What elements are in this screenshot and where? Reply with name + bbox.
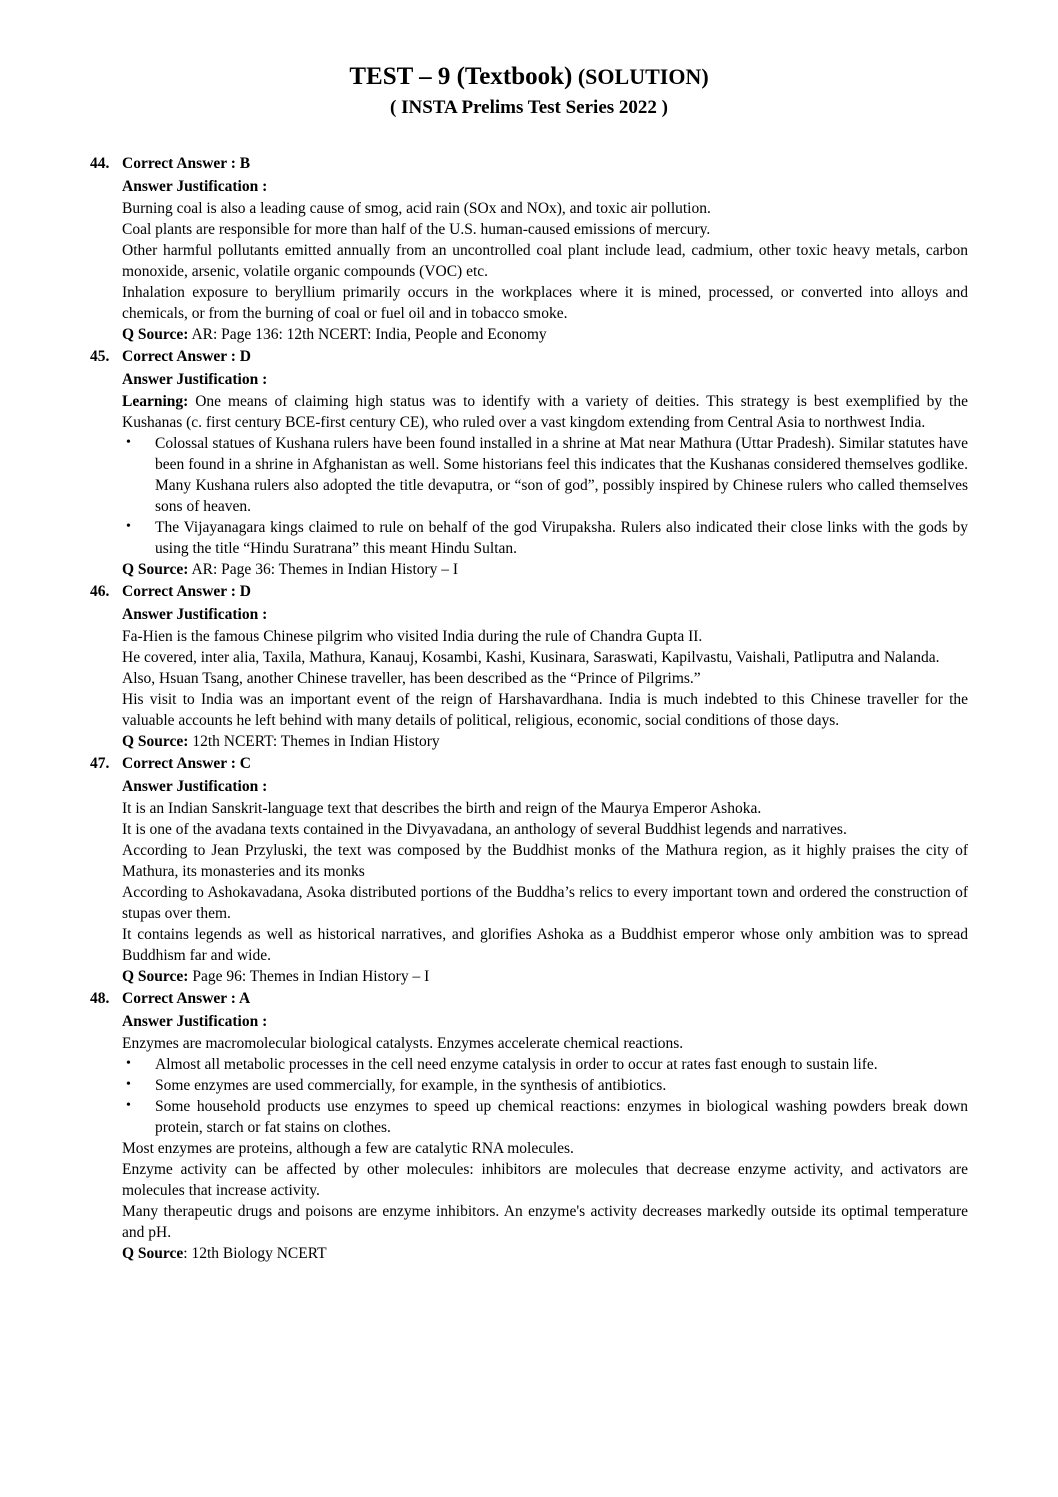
q-source-text: : 12th Biology NCERT — [183, 1245, 327, 1262]
correct-answer-label: Correct Answer : B — [122, 155, 251, 172]
justification-paragraph — [122, 689, 968, 731]
paragraph-text: Also, Hsuan Tsang, another Chinese traveller, has been described as the “Prince of Pilgrims.” — [122, 670, 701, 687]
document-title-main: TEST – 9 (Textbook) — [349, 63, 573, 90]
paragraph-text: His visit to India was an important event of the reign of Harshavardhana. India is much indebted to this Chinese traveller for the valuable accounts he left behind with many details of political, religious, economic, social conditions of those days. — [122, 691, 968, 729]
bullet-item — [122, 433, 968, 517]
correct-answer-label: Correct Answer : D — [122, 583, 251, 600]
correct-answer-heading — [90, 581, 968, 602]
justification-paragraph — [122, 668, 968, 689]
justification-paragraph — [122, 1159, 968, 1201]
q-source-text: AR: Page 36: Themes in Indian History – I — [188, 561, 459, 578]
bullet-item — [122, 1075, 968, 1096]
q-source-label: Q Source: — [122, 968, 189, 985]
justification-paragraph — [122, 391, 968, 433]
document-header — [90, 62, 968, 120]
bullet-text: The Vijayanagara kings claimed to rule on behalf of the god Virupaksha. Rulers also indicated their close links with the gods by using the title “Hindu Suratrana” this meant Hindu Sultan. — [155, 519, 968, 557]
justification-paragraph — [122, 240, 968, 282]
correct-answer-heading — [90, 753, 968, 774]
bullet-item — [122, 517, 968, 559]
justification-paragraph — [122, 626, 968, 647]
question-block-48 — [90, 988, 968, 1264]
q-source-text: AR: Page 136: 12th NCERT: India, People and Economy — [188, 326, 547, 343]
bullet-text: Some enzymes are used commercially, for example, in the synthesis of antibiotics. — [155, 1077, 667, 1094]
paragraph-text: Coal plants are responsible for more than half of the U.S. human-caused emissions of mercury. — [122, 221, 711, 238]
bullet-icon: • — [126, 519, 131, 534]
paragraph-text: Many therapeutic drugs and poisons are enzyme inhibitors. An enzyme's activity decreases markedly outside its optimal temperature and pH. — [122, 1203, 968, 1241]
paragraph-text: It is one of the avadana texts contained in the Divyavadana, an anthology of several Buddhist legends and narratives. — [122, 821, 847, 838]
justification-paragraph — [122, 798, 968, 819]
answer-justification-label: Answer Justification : — [122, 606, 268, 623]
q-source-line — [122, 559, 968, 580]
q-source-text: 12th NCERT: Themes in Indian History — [188, 733, 440, 750]
question-number: 47. — [90, 755, 110, 772]
bullet-item — [122, 1096, 968, 1138]
answer-justification-label: Answer Justification : — [122, 371, 268, 388]
justification-paragraph — [122, 282, 968, 324]
justification-paragraph — [122, 840, 968, 882]
question-number: 44. — [90, 155, 110, 172]
answer-justification-label: Answer Justification : — [122, 778, 268, 795]
bullet-icon: • — [126, 1077, 131, 1092]
correct-answer-heading — [90, 153, 968, 174]
correct-answer-label: Correct Answer : C — [122, 755, 251, 772]
paragraph-text: It contains legends as well as historical narratives, and glorifies Ashoka as a Buddhist emperor whose only ambition was to spread Buddhism far and wide. — [122, 926, 968, 964]
justification-paragraph — [122, 647, 968, 668]
question-number: 46. — [90, 583, 110, 600]
q-source-label: Q Source — [122, 1245, 184, 1262]
bullet-icon: • — [126, 1098, 131, 1113]
q-source-line — [122, 1243, 968, 1264]
justification-paragraph — [122, 1033, 968, 1054]
paragraph-text: Burning coal is also a leading cause of smog, acid rain (SOx and NOx), and toxic air pollution. — [122, 200, 711, 217]
justification-paragraph — [122, 882, 968, 924]
bullet-text: Almost all metabolic processes in the cell need enzyme catalysis in order to occur at rates fast enough to sustain life. — [155, 1056, 878, 1073]
paragraph-text: It is an Indian Sanskrit-language text that describes the birth and reign of the Maurya Emperor Ashoka. — [122, 800, 762, 817]
paragraph-text: Enzyme activity can be affected by other molecules: inhibitors are molecules that decrease enzyme activity, and activators are molecules that increase activity. — [122, 1161, 968, 1199]
document-subtitle: ( INSTA Prelims Test Series 2022 ) — [390, 97, 668, 118]
answer-justification-label: Answer Justification : — [122, 1013, 268, 1030]
paragraph-text: Inhalation exposure to beryllium primarily occurs in the workplaces where it is mined, processed, or converted into alloys and chemicals, or from the burning of coal or fuel oil and in tobacco smoke. — [122, 284, 968, 322]
bullet-text: Some household products use enzymes to speed up chemical reactions: enzymes in biological washing powders break down protein, starch or fat stains on clothes. — [155, 1098, 968, 1136]
paragraph-text: Fa-Hien is the famous Chinese pilgrim who visited India during the rule of Chandra Gupta II. — [122, 628, 703, 645]
justification-paragraph — [122, 924, 968, 966]
correct-answer-label: Correct Answer : A — [122, 990, 251, 1007]
paragraph-bold-prefix: Learning: — [122, 393, 189, 410]
answer-justification-label: Answer Justification : — [122, 178, 268, 195]
paragraph-text: One means of claiming high status was to identify with a variety of deities. This strategy is best exemplified by the Kushanas (c. first century BCE-first century CE), who ruled over a vast kingdom extending from Central Asia to northwest India. — [122, 393, 968, 431]
question-number: 48. — [90, 990, 110, 1007]
paragraph-text: According to Ashokavadana, Asoka distributed portions of the Buddha’s relics to every important town and ordered the construction of stupas over them. — [122, 884, 968, 922]
q-source-label: Q Source: — [122, 561, 189, 578]
q-source-line — [122, 324, 968, 345]
document-title-suffix: (SOLUTION) — [572, 64, 709, 89]
questions-list — [90, 153, 968, 1264]
paragraph-text: According to Jean Przyluski, the text was composed by the Buddhist monks of the Mathura region, as it highly praises the city of Mathura, its monasteries and its monks — [122, 842, 968, 880]
question-block-47 — [90, 753, 968, 987]
justification-paragraph — [122, 1201, 968, 1243]
paragraph-text: Enzymes are macromolecular biological catalysts. Enzymes accelerate chemical reactions. — [122, 1035, 684, 1052]
q-source-label: Q Source: — [122, 733, 189, 750]
document-title — [90, 62, 968, 92]
justification-paragraph — [122, 819, 968, 840]
paragraph-text: Other harmful pollutants emitted annually from an uncontrolled coal plant include lead, cadmium, other toxic heavy metals, carbon monoxide, arsenic, volatile organic compounds (VOC) etc. — [122, 242, 968, 280]
q-source-line — [122, 731, 968, 752]
justification-paragraph — [122, 198, 968, 219]
bullet-icon: • — [126, 435, 131, 450]
question-block-46 — [90, 581, 968, 752]
q-source-label: Q Source: — [122, 326, 189, 343]
question-block-44 — [90, 153, 968, 345]
correct-answer-label: Correct Answer : D — [122, 348, 251, 365]
correct-answer-heading — [90, 988, 968, 1009]
bullet-icon: • — [126, 1056, 131, 1071]
q-source-text: Page 96: Themes in Indian History – I — [188, 968, 430, 985]
bullet-item — [122, 1054, 968, 1075]
q-source-line — [122, 966, 968, 987]
question-number: 45. — [90, 348, 110, 365]
question-block-45 — [90, 346, 968, 580]
paragraph-text: Most enzymes are proteins, although a few are catalytic RNA molecules. — [122, 1140, 574, 1157]
justification-paragraph — [122, 1138, 968, 1159]
paragraph-text: He covered, inter alia, Taxila, Mathura, Kanauj, Kosambi, Kashi, Kusinara, Saraswati, Kapilvastu, Vaishali, Patliputra and Nalanda. — [122, 649, 940, 666]
justification-paragraph — [122, 219, 968, 240]
correct-answer-heading — [90, 346, 968, 367]
bullet-text: Colossal statues of Kushana rulers have been found installed in a shrine at Mat near Mathura (Uttar Pradesh). Similar statutes have been found in a shrine in Afghanistan as well. Some historians feel this indicates that the Kushanas considered themselves godlike. Many Kushana rulers also adopted the title devaputra, or “son of god”, possibly inspired by Chinese rulers who called themselves sons of heaven. — [155, 435, 968, 515]
